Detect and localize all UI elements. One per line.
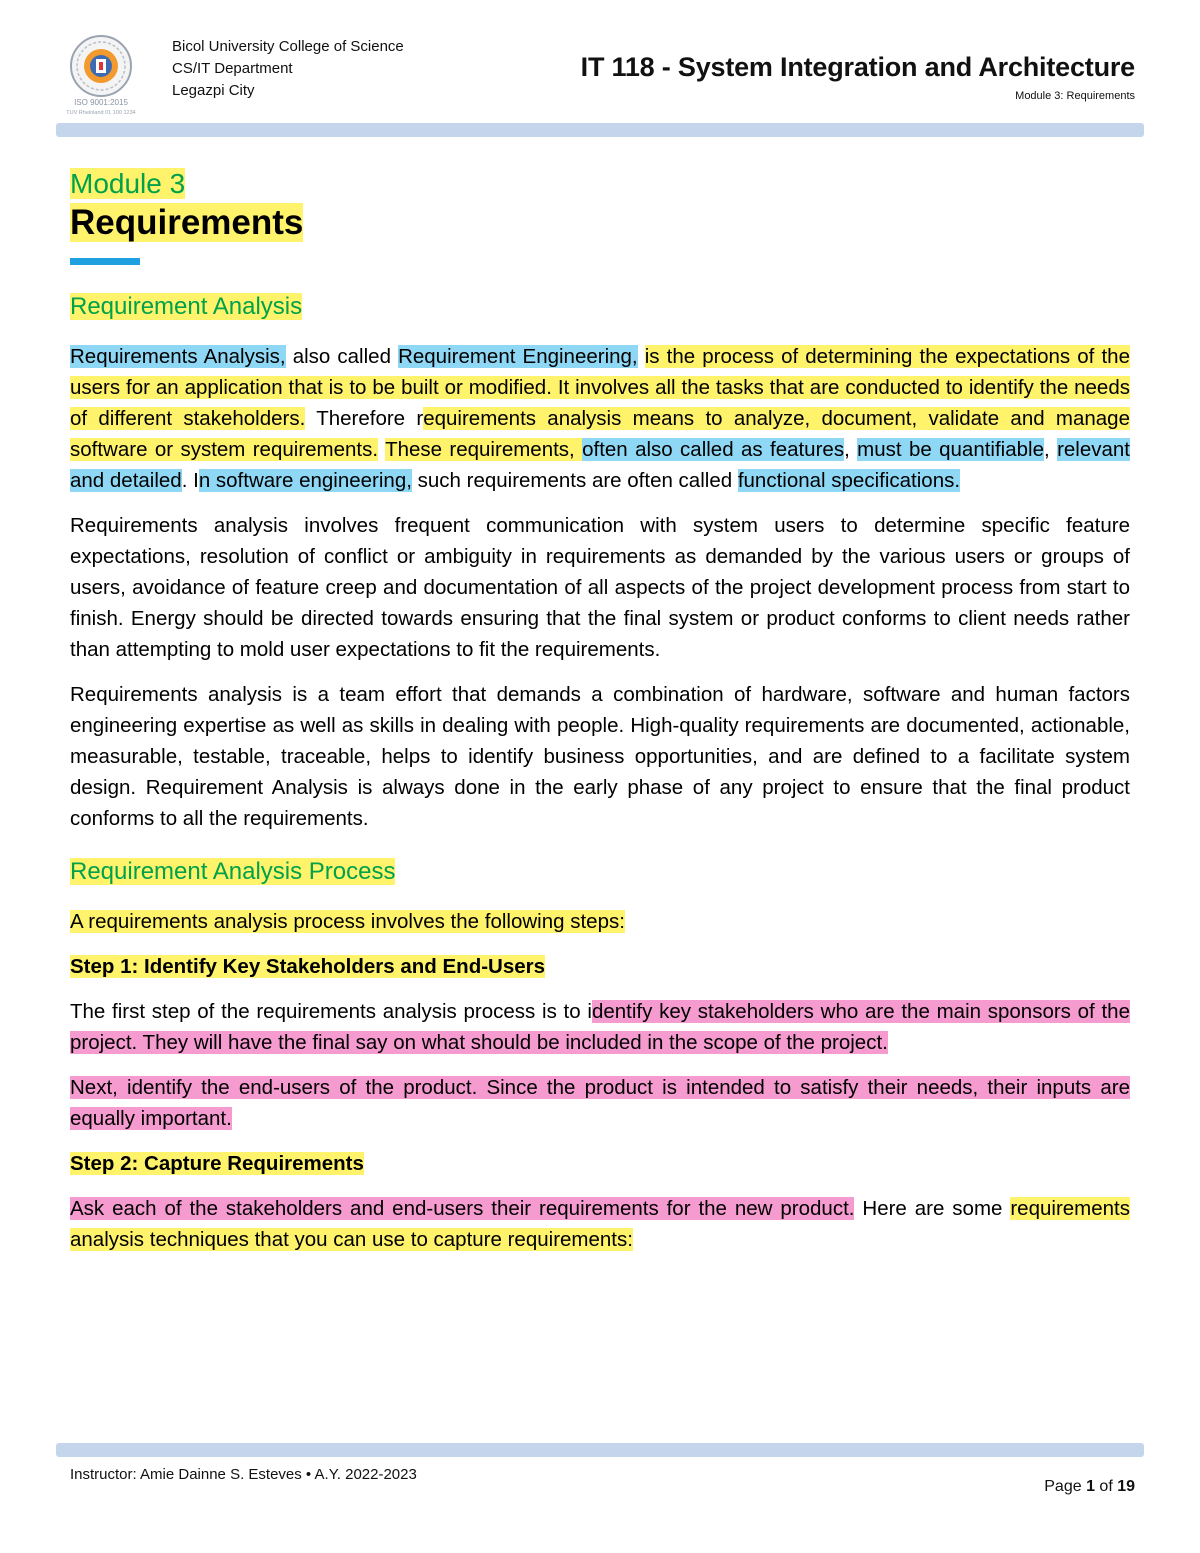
- university-seal-logo: [52, 32, 150, 118]
- text-run: such requirements are often called: [411, 469, 738, 492]
- text-run: must be quantifiable: [857, 438, 1044, 461]
- seal-caption-2: TUV Rheinland 01 100 1234: [66, 110, 136, 116]
- step-2-title-text: Step 2: Capture Requirements: [70, 1152, 364, 1175]
- section-heading-text: Requirement Analysis: [70, 293, 303, 320]
- paragraph-step-2-capture: [70, 1193, 1130, 1255]
- paragraph-definition: [70, 341, 1130, 496]
- department-name: CS/IT Department: [172, 60, 293, 77]
- header-divider: [56, 123, 1144, 137]
- page-current: 1: [1086, 1478, 1095, 1495]
- text-run: functional specifications.: [737, 469, 961, 492]
- step-2-title: [70, 1148, 1130, 1179]
- text-run: is the process of determining the expectations of the users for an application that is to be built or modified. It involves all the tasks that are conducted to identify the needs of different stakeholders.: [70, 345, 1130, 430]
- text-run: Requirements Analysis,: [70, 345, 286, 368]
- text-run: ,: [1043, 438, 1058, 461]
- text-run: dentify key stakeholders who are the main sponsors of the project. They will have the final say on what should be included in the scope of the project.: [70, 1000, 1130, 1054]
- instructor-credit: Instructor: Amie Dainne S. Esteves • A.Y. 2022-2023: [70, 1466, 417, 1483]
- text-run: n software engineering,: [198, 469, 412, 492]
- document-body: [70, 160, 1130, 1269]
- text-run: Ask each of the stakeholders and end-users their requirements for the new product.: [70, 1197, 855, 1220]
- institution-block: [172, 36, 404, 102]
- city-name: Legazpi City: [172, 82, 255, 99]
- step-1-title: [70, 951, 1130, 982]
- text-run: also called: [285, 345, 399, 368]
- text-run: [378, 438, 385, 461]
- section-heading-requirement-analysis: [70, 291, 1130, 323]
- process-intro-text: A requirements analysis process involves the following steps:: [70, 910, 625, 933]
- paragraph-team-effort: Requirements analysis is a team effort that demands a combination of hardware, software and human factors engineering expertise as well as skills in dealing with people. High-quality requirements are documented, actionable, measurable, testable, traceable, helps to identify business opportunities, and are defined to a facilitate system design. Requirement Analysis is always done in the early phase of any project to ensure that the final product conforms to all the requirements.: [70, 683, 1130, 830]
- paragraph-step-1-stakeholders: [70, 996, 1130, 1058]
- section-heading-text: Requirement Analysis Process: [70, 858, 396, 885]
- text-run: These requirements,: [385, 438, 583, 461]
- paragraph-step-1-end-users: [70, 1072, 1130, 1134]
- title-accent-bar: [70, 258, 140, 265]
- module-number-text: Module 3: [70, 168, 186, 199]
- module-number: [70, 166, 1130, 202]
- text-run: ,: [844, 438, 858, 461]
- course-title: IT 118 - System Integration and Architecture: [580, 52, 1135, 82]
- page-of: of: [1094, 1478, 1118, 1495]
- seal-caption-1: ISO 9001:2015: [74, 98, 128, 107]
- section-heading-process: [70, 856, 1130, 888]
- module-title-text: Requirements: [70, 203, 304, 242]
- page-label: Page: [1044, 1478, 1087, 1495]
- module-subtitle: Module 3: Requirements: [1015, 90, 1135, 102]
- paragraph-process-intro: [70, 906, 1130, 937]
- text-run: equirements analysis means to analyze, document, validate and manage software or system requirements.: [70, 407, 1130, 461]
- text-run: relevant and detailed: [70, 438, 1130, 492]
- text-run: often also called as features: [582, 438, 845, 461]
- paragraph-communication: Requirements analysis involves frequent communication with system users to determine specific feature expectations, resolution of conflict or ambiguity in requirements as demanded by the various users or groups of users, avoidance of feature creep and documentation of all aspects of the project development process from start to finish. Energy should be directed towards ensuring that the final system or product conforms to client needs rather than attempting to mold user expectations to fit the requirements.: [70, 514, 1130, 661]
- text-run: [638, 345, 645, 368]
- step-1-title-text: Step 1: Identify Key Stakeholders and End-Users: [70, 955, 546, 978]
- text-run: Next, identify the end-users of the product. Since the product is intended to satisfy their needs, their inputs are equally important.: [70, 1076, 1130, 1130]
- page-number: [1044, 1478, 1135, 1496]
- module-title: [70, 202, 1130, 244]
- text-run: Here are some: [854, 1197, 1011, 1220]
- text-run: requirements analysis techniques that you can use to capture requirements:: [70, 1197, 1130, 1251]
- text-run: . I: [181, 469, 199, 492]
- footer-divider: [56, 1443, 1144, 1457]
- text-run: Therefore r: [305, 407, 424, 430]
- page-total: 19: [1117, 1478, 1135, 1495]
- text-run: The first step of the requirements analysis process is to i: [70, 1000, 592, 1023]
- institution-name: Bicol University College of Science: [172, 38, 404, 55]
- text-run: Requirement Engineering,: [398, 345, 638, 368]
